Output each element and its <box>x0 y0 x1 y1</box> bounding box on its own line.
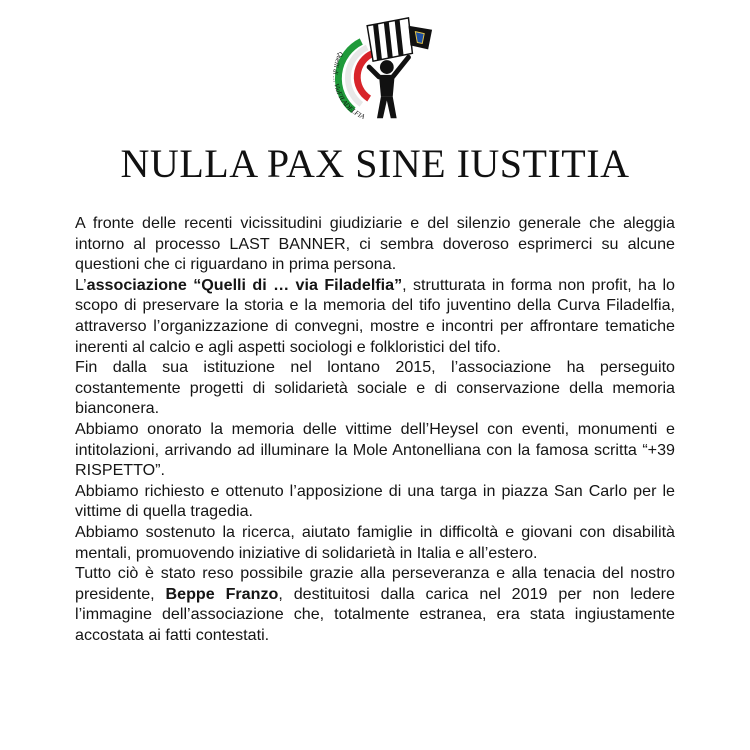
text-segment: Abbiamo richiesto e ottenuto l’apposizione di una targa in piazza San Carlo per le vittime di quella tragedia. <box>75 481 675 521</box>
text-segment: A fronte delle recenti vicissitudini giudiziarie e del silenzio generale che aleggia intorno al processo LAST BANNER, ci sembra doveroso esprimerci su alcune questioni che ci riguardano in prima persona. <box>75 214 675 274</box>
paragraph-solidarity <box>75 522 675 563</box>
president-name: Beppe Franzo <box>165 584 279 603</box>
paragraph-history <box>75 357 675 419</box>
text-segment: Abbiamo sostenuto la ricerca, aiutato famiglie in difficoltà e giovani con disabilità mentali, promuovendo iniziative di solidarietà in Italia e all’estero. <box>75 522 675 562</box>
text-segment: , strutturata in forma non profit, ha lo scopo di preservare la storia e la memoria del tifo juventino della Curva Filadelfia, attraverso l’organizzazione di convegni, mostre e incontri per affrontare tematiche inerenti al calcio e agli aspetti sociologi e folkloristici del tifo. <box>75 275 675 356</box>
text-segment: Fin dalla sua istituzione nel lontano 2015, l’associazione ha perseguito costantemente progetti di solidarietà sociale e di conservazione della memoria bianconera. <box>75 358 675 418</box>
text-segment: Tutto ciò è stato reso possibile grazie alla perseveranza e alla tenacia del nostro presidente, <box>75 564 675 603</box>
paragraph-plaque <box>75 481 675 522</box>
paragraph-association <box>75 275 675 357</box>
paragraph-president <box>75 563 675 645</box>
logo-red-ring <box>357 53 373 98</box>
association-name: associazione “Quelli di … via Filadelfia” <box>86 275 403 294</box>
text-segment: Abbiamo onorato la memoria delle vittime dell’Heysel con eventi, monumenti e intitolazioni, arrivando ad illuminare la Mole Antonelliana con la famosa scritta “+39 RISPETTO”. <box>75 419 675 480</box>
statement-body <box>75 213 675 645</box>
association-logo <box>318 12 436 130</box>
text-segment: L’ <box>75 275 87 294</box>
association-logo-graphic <box>318 12 436 130</box>
paragraph-intro <box>75 213 675 275</box>
text-segment: , destituitosi dalla carica nel 2019 per non ledere l’immagine dell’associazione che, totalmente estranea, era stata ingiustamente accostata ai fatti contestati. <box>75 584 675 644</box>
paragraph-heysel <box>75 419 675 481</box>
logo-figure <box>369 57 408 118</box>
page-title: NULLA PAX SINE IUSTITIA <box>120 141 630 186</box>
logo-ring-text: Quelli di … ViaFILADELFIA <box>331 50 366 121</box>
logo-flag <box>367 18 412 61</box>
